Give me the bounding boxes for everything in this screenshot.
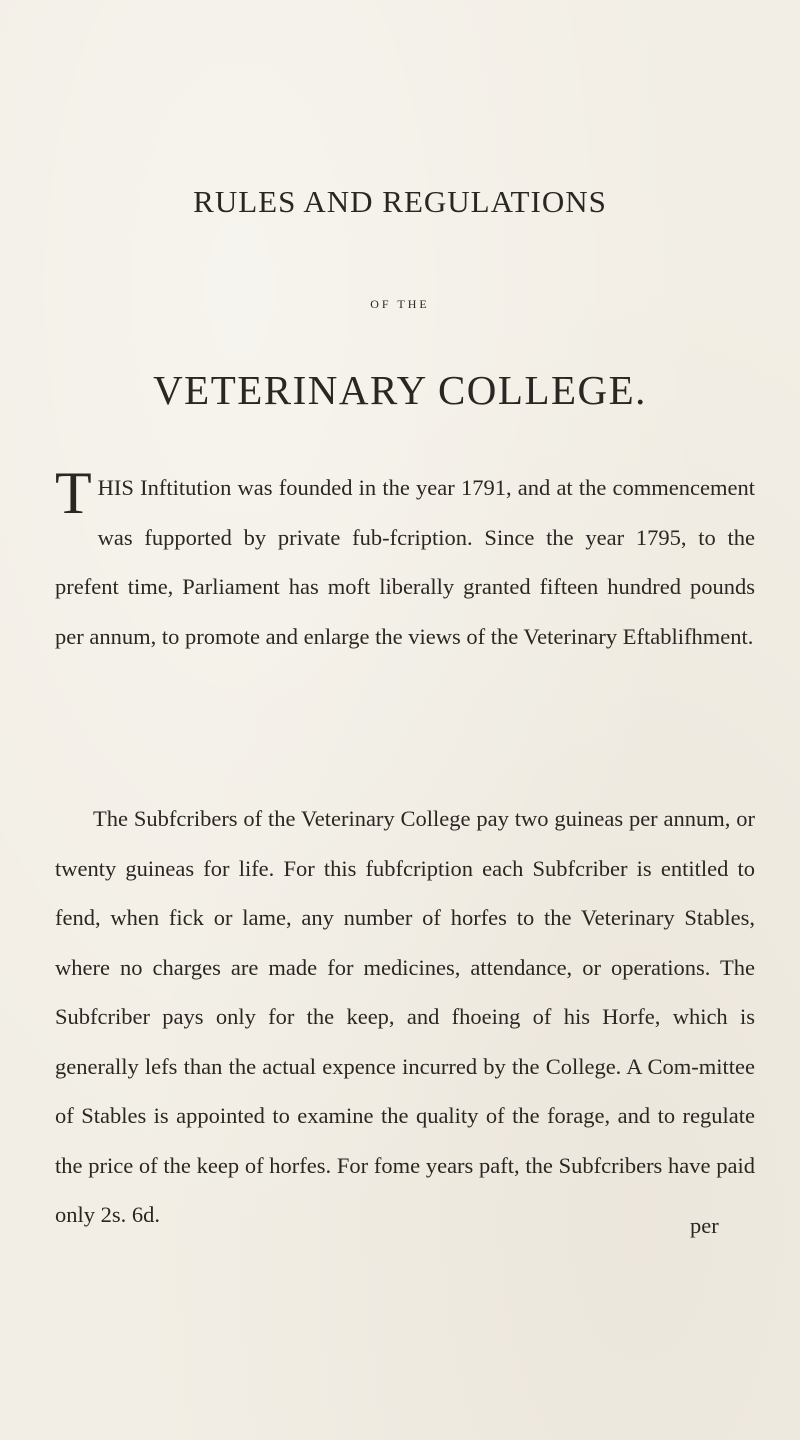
drop-cap: T: [55, 460, 92, 526]
paragraph-founding: [55, 460, 755, 661]
document-subtitle: VETERINARY COLLEGE.: [153, 367, 647, 413]
paragraph-subscribers-text: The Subfcribers of the Veterinary College pay two guineas per annum, or twenty guineas for life. For this fubfcription each Subfcriber is entitled to fend, when fick or lame, any number of horfes to the Veterinary Stables, where no charges are made for medicines, attendance, or operations. The Subfcriber pays only for the keep, and fhoeing of his Horfe, which is generally lefs than the actual expence incurred by the College. A Com-mittee of Stables is appointed to examine the quality of the forage, and to regulate the price of the keep of horfes. For fome years paft, the Subfcribers have paid only 2s. 6d.: [55, 806, 755, 1227]
paragraph-subscribers: [55, 794, 755, 1240]
paragraph-founding-text: HIS Inftitution was founded in the year 1791, and at the commencement was fupported by private fub-fcription. Since the year 1795, to the prefent time, Parliament has moft liberally granted fifteen hundred pounds per annum, to promote and enlarge the views of the Veterinary Eftablifhment.: [55, 475, 755, 649]
catchword: per: [690, 1213, 719, 1238]
title-connector: OF THE: [370, 297, 430, 311]
document-title: RULES AND REGULATIONS: [193, 184, 607, 219]
